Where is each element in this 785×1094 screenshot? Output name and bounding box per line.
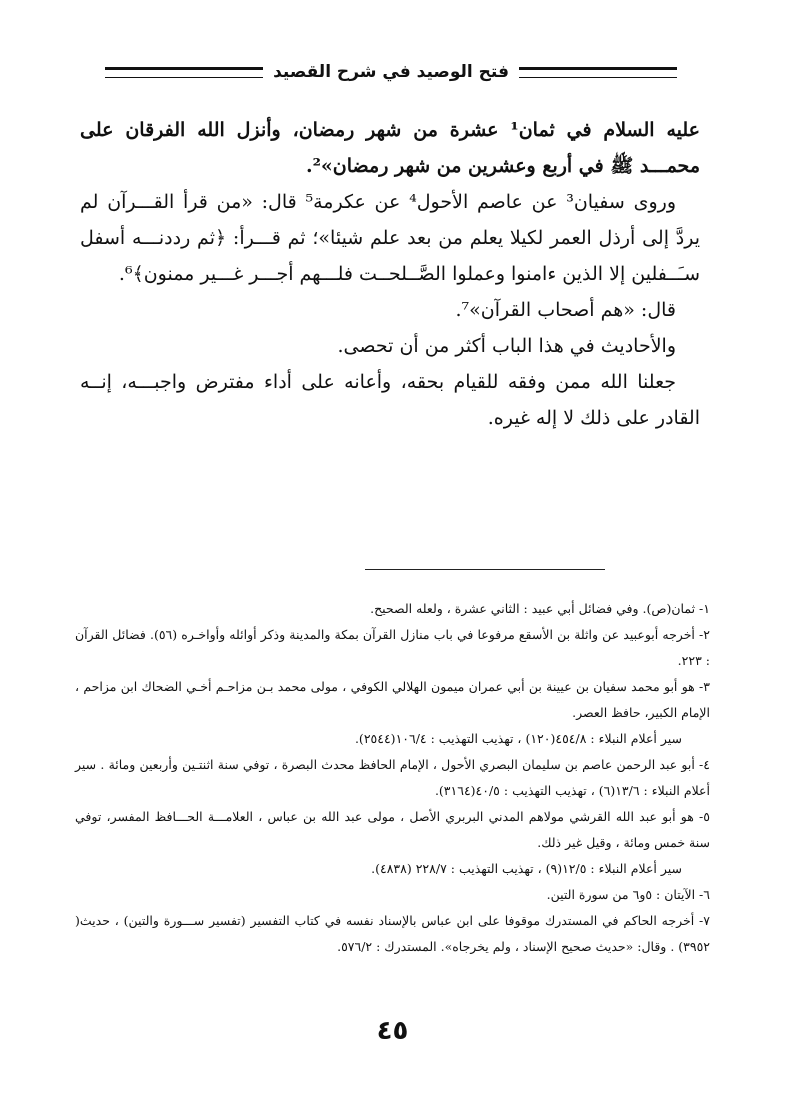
running-header bbox=[105, 58, 677, 86]
footnote-5-source: سير أعلام النبلاء : ١٢/٥(٩) ، تهذيب التهذيب : ٢٢٨/٧ (٤٨٣٨). bbox=[371, 861, 682, 876]
paragraph-4: والأحاديث في هذا الباب أكثر من أن تحصى. bbox=[337, 335, 676, 357]
footnote-4: ٤- أبو عبد الرحمن عاصم بن سليمان البصري الأحول ، الإمام الحافظ محدث البصرة ، توفي سنة اثنتـين وأربعين ومائة . سير أعلام النبلاء : ١٣/٦(٦) ، تهذيب التهذيب : ٤٠/٥(٣١٦٤). bbox=[75, 757, 710, 798]
header-title: فتح الوصيد في شرح القصيد bbox=[273, 62, 509, 82]
page-number: ٤٥ bbox=[376, 1016, 409, 1046]
footnote-3-source: سير أعلام النبلاء : ٤٥٤/٨(١٢٠) ، تهذيب التهذيب : ١٠٦/٤(٢٥٤٤). bbox=[354, 731, 682, 746]
footnotes bbox=[75, 596, 710, 960]
footnote-5: ٥- هو أبو عبد الله القرشي مولاهم المدني البربري الأصل ، مولى عبد الله بن عباس ، العلامـــة الحـــافظ المفسر، توفي سنة خمس ومائة ، وقيل غير ذلك. bbox=[75, 809, 710, 850]
header-rule-left bbox=[105, 67, 263, 78]
paragraph-3: قال: «هم أصحاب القرآن»⁷. bbox=[455, 299, 676, 321]
paragraph-2: وروى سفيان³ عن عاصم الأحول⁴ عن عكرمة⁵ قال: «من قرأ القـــرآن لم يردَّ إلى أرذل العمر لكيلا يعلم من بعد علم شيئا»؛ ثم قـــرأ: ﴿ثم رددنـــه أسفل سـَــفلين إلا الذين ءامنوا وعملوا الصَّــلحــت فلـــهم أجـــر غـــير ممنون﴾⁶. bbox=[80, 191, 700, 285]
footnote-1: ١- ثمان(ص). وفي فضائل أبي عبيد : الثاني عشرة ، ولعله الصحيح. bbox=[370, 601, 710, 616]
paragraph-1: عليه السلام في ثمان¹ عشرة من شهر رمضان، وأنزل الله الفرقان على محمـــد ﷺ في أربع وعشرين من شهر رمضان»². bbox=[80, 119, 700, 177]
footnote-separator bbox=[365, 569, 605, 570]
footnote-7: ٧- أخرجه الحاكم في المستدرك موقوفا على ابن عباس بالإسناد نفسه في كتاب التفسير (تفسير ســـورة والتين) ، حديث( ٣٩٥٢) . وقال: «حديث صحيح الإسناد ، ولم يخرجاه». المستدرك : ٥٧٦/٢. bbox=[75, 913, 710, 954]
footnote-3: ٣- هو أبو محمد سفيان بن عيينة بن أبي عمران ميمون الهلالي الكوفي ، مولى محمد بـن مزاحـم أخـي الضحاك ابن مزاحم ، الإمام الكبير، حافظ العصر. bbox=[75, 679, 710, 720]
main-text bbox=[80, 112, 700, 436]
paragraph-5: جعلنا الله ممن وفقه للقيام بحقه، وأعانه على أداء مفترض واجبـــه، إنــه القادر على ذلك لا إله غيره. bbox=[80, 371, 700, 429]
footnote-6: ٦- الآيتان : ٥و٦ من سورة التين. bbox=[546, 887, 710, 902]
header-rule-right bbox=[519, 67, 677, 78]
footnote-2: ٢- أخرجه أبوعبيد عن واثلة بن الأسقع مرفوعا في باب منازل القرآن بمكة والمدينة وذكر أوائله وأواخـره (٥٦). فضائل القرآن : ٢٢٣. bbox=[75, 627, 710, 668]
